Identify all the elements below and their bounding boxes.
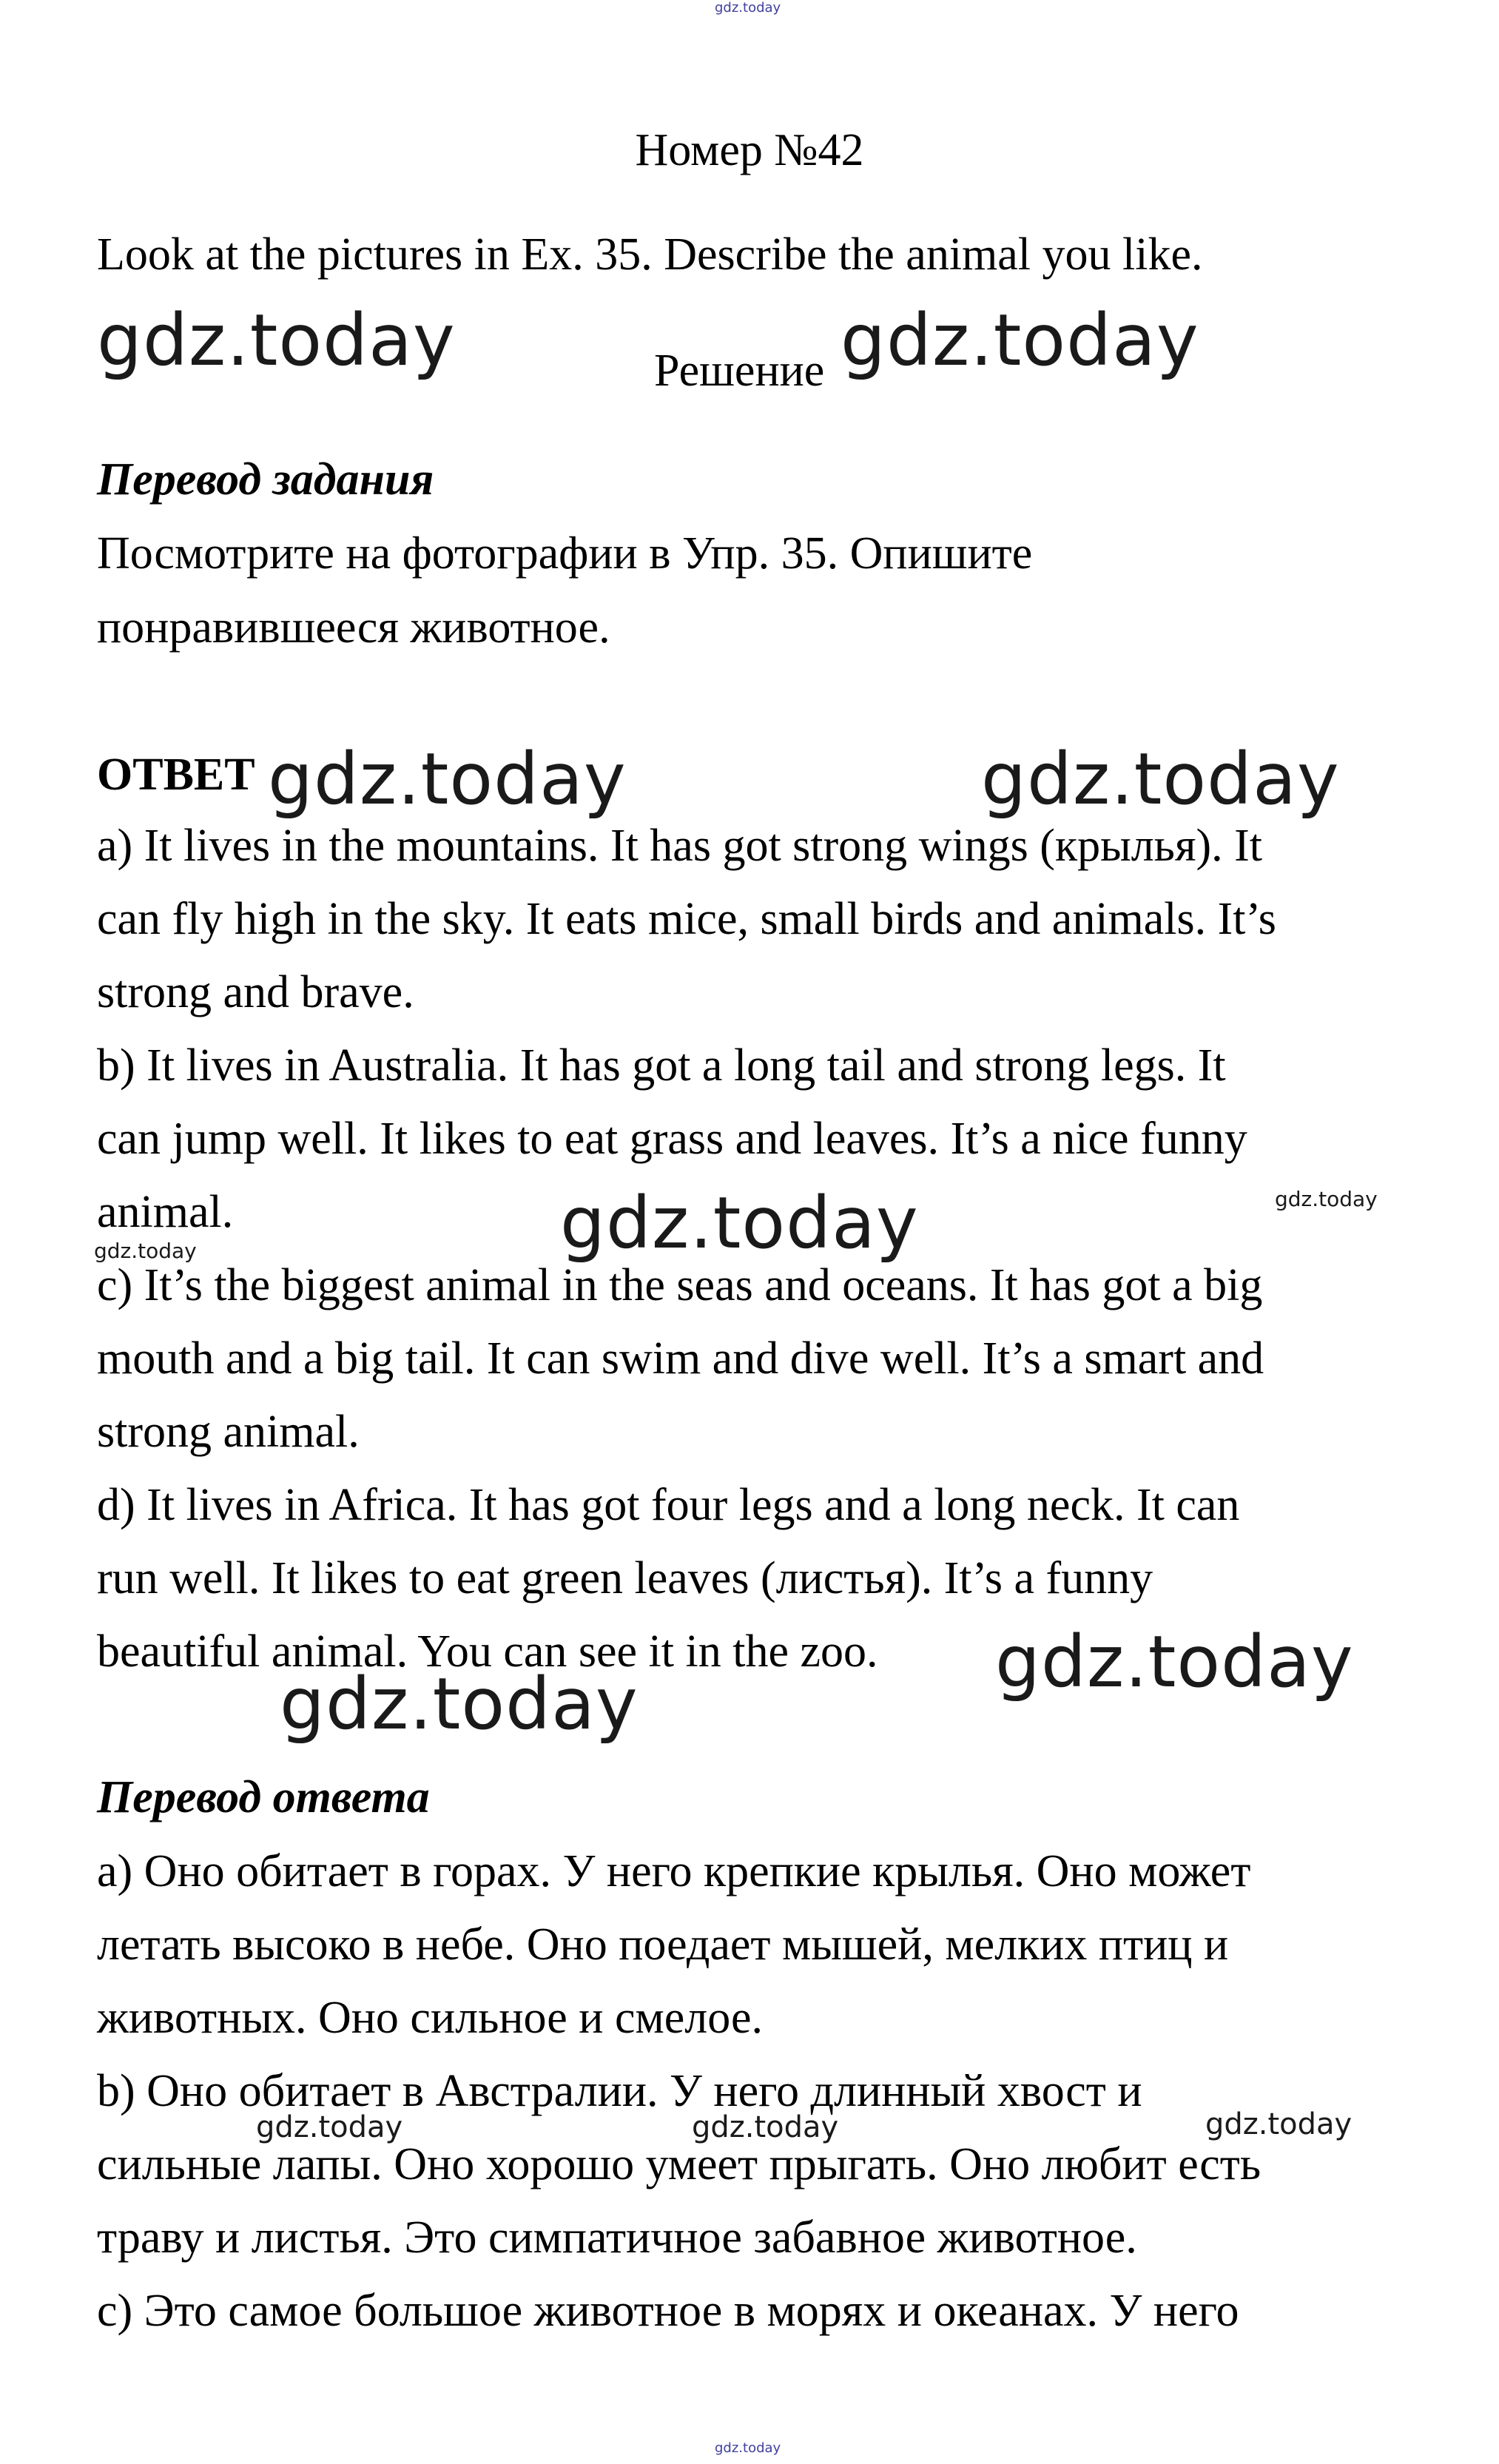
solution-label: Решение bbox=[654, 346, 825, 396]
watermark-5: gdz.today bbox=[1275, 1187, 1378, 1211]
task-text: Look at the pictures in Ex. 35. Describe the animal you like. bbox=[97, 229, 1203, 280]
answer-line-11: run well. It likes to eat green leaves (листья). It’s a funny bbox=[97, 1553, 1153, 1603]
answer-line-10: d) It lives in Africa. It has got four legs and a long neck. It can bbox=[97, 1480, 1240, 1530]
answer-line-8: mouth and a big tail. It can swim and dive well. It’s a smart and bbox=[97, 1333, 1264, 1384]
watermark-9: gdz.today bbox=[280, 1663, 639, 1746]
answer-line-6: animal. bbox=[97, 1187, 234, 1237]
task-translation-line-1: Посмотрите на фотографии в Упр. 35. Опишите bbox=[97, 528, 1033, 579]
watermark-3: gdz.today bbox=[268, 738, 627, 821]
watermark-7: gdz.today bbox=[94, 1239, 197, 1263]
answer-translation-line-6: траву и листья. Это симпатичное забавное животное. bbox=[97, 2212, 1137, 2263]
watermark-1: gdz.today bbox=[97, 299, 456, 382]
answer-line-12: beautiful animal. You can see it in the zoo. bbox=[97, 1626, 878, 1677]
page-title: Номер №42 bbox=[635, 125, 864, 175]
task-translation-heading: Перевод задания bbox=[97, 454, 434, 505]
answer-translation-line-3: животных. Оно сильное и смелое. bbox=[97, 1993, 763, 2043]
answer-translation-line-5: сильные лапы. Оно хорошо умеет прыгать. Оно любит есть bbox=[97, 2139, 1261, 2189]
answer-line-9: strong animal. bbox=[97, 1407, 360, 1457]
answer-translation-line-2: летать высоко в небе. Оно поедает мышей, мелких птиц и bbox=[97, 1919, 1229, 1970]
top-watermark: gdz.today bbox=[715, 0, 781, 16]
answer-line-2: can fly high in the sky. It eats mice, small birds and animals. It’s bbox=[97, 894, 1276, 944]
answer-line-5: can jump well. It likes to eat grass and leaves. It’s a nice funny bbox=[97, 1114, 1247, 1164]
watermark-10: gdz.today bbox=[256, 2110, 403, 2144]
watermark-4: gdz.today bbox=[981, 738, 1340, 821]
answer-translation-line-1: a) Оно обитает в горах. У него крепкие крылья. Оно может bbox=[97, 1846, 1251, 1896]
answer-line-3: strong and brave. bbox=[97, 967, 414, 1017]
task-translation-line-2: понравившееся животное. bbox=[97, 602, 610, 653]
watermark-8: gdz.today bbox=[995, 1620, 1354, 1703]
answer-line-1: a) It lives in the mountains. It has got strong wings (крылья). It bbox=[97, 821, 1262, 871]
watermark-6: gdz.today bbox=[560, 1182, 919, 1265]
watermark-11: gdz.today bbox=[692, 2110, 839, 2144]
answer-translation-line-7: c) Это самое большое животное в морях и океанах. У него bbox=[97, 2286, 1239, 2336]
bottom-watermark: gdz.today bbox=[715, 2440, 781, 2456]
answer-line-4: b) It lives in Australia. It has got a long tail and strong legs. It bbox=[97, 1040, 1226, 1091]
answer-line-7: c) It’s the biggest animal in the seas and oceans. It has got a big bbox=[97, 1260, 1263, 1310]
answer-translation-heading: Перевод ответа bbox=[97, 1772, 430, 1822]
watermark-2: gdz.today bbox=[841, 299, 1199, 382]
answer-translation-line-4: b) Оно обитает в Австралии. У него длинный хвост и bbox=[97, 2066, 1142, 2116]
watermark-12: gdz.today bbox=[1205, 2107, 1353, 2141]
answer-heading: ОТВЕТ bbox=[97, 750, 255, 800]
